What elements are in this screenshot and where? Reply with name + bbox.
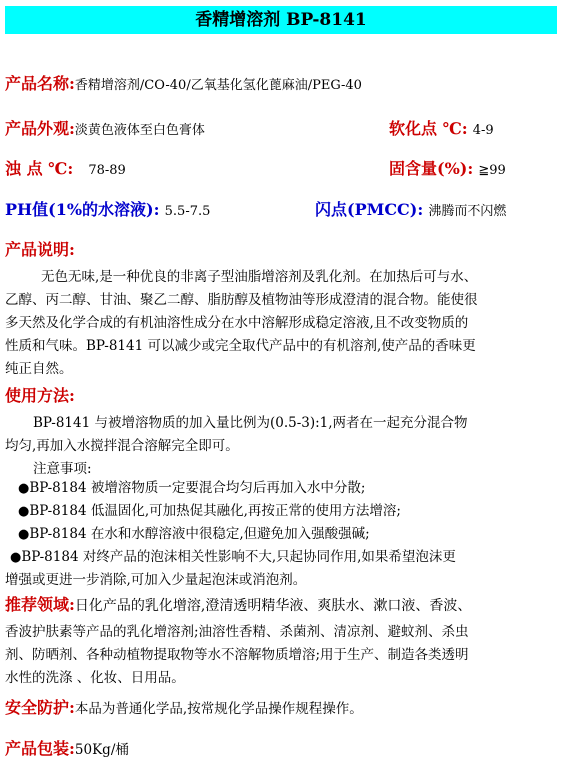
- description-line: 多天然及化学合成的有机油溶性成分在水中溶解形成稳定溶液,且不改变物质的: [5, 315, 469, 331]
- fields-label: 推荐领域:: [5, 595, 75, 614]
- flash-point-value: 沸腾而不闪燃: [428, 204, 507, 219]
- bullet-icon: ●: [18, 527, 30, 542]
- note-text: BP-8184 在水和水醇溶液中很稳定,但避免加入强酸强碱;: [29, 526, 370, 542]
- appearance-label: 产品外观:: [5, 119, 75, 138]
- softening-value: 4-9: [472, 123, 494, 138]
- softening-row: [389, 116, 494, 139]
- notes-label: 注意事项:: [33, 461, 92, 477]
- fields-line: 香波护肤素等产品的乳化增溶剂;油溶性香精、杀菌剂、清凉剂、避蚊剂、杀虫: [5, 624, 469, 640]
- description-line: 纯正自然。: [5, 361, 73, 377]
- note-text: BP-8184 低温固化,可加热促其融化,再按正常的使用方法增溶;: [29, 503, 401, 519]
- solid-content-row: [389, 156, 506, 179]
- note-item: [10, 546, 550, 569]
- solid-content-label: 固含量(%):: [389, 159, 474, 178]
- usage-line: 均匀,再加入水搅拌混合溶解完全即可。: [5, 438, 239, 454]
- fields-line: 水性的洗涤 、化妆、日用品。: [5, 670, 185, 686]
- packaging-value: 50Kg/桶: [74, 742, 129, 758]
- bullet-icon: ●: [18, 504, 30, 519]
- fields-body: [5, 621, 557, 690]
- cloud-point-row: [5, 156, 126, 179]
- description-line: 无色无味,是一种优良的非离子型油脂增溶剂及乳化剂。在加热后可与水、: [41, 269, 478, 285]
- description-line: 乙醇、丙二醇、甘油、聚乙二醇、脂肪醇及植物油等形成澄清的混合物。能使很: [5, 292, 478, 308]
- solid-content-value: ≧99: [478, 163, 506, 178]
- note-text: BP-8184 对终产品的泡沫相关性影响不大,只起协同作用,如果希望泡沫更: [21, 549, 456, 565]
- cloud-point-label: 浊 点 ℃:: [5, 159, 74, 178]
- fields-row: [5, 592, 471, 615]
- ph-value: 5.5-7.5: [164, 204, 211, 219]
- document-title: 香精增溶剂 BP-8141: [5, 6, 557, 34]
- ph-row: [5, 197, 210, 220]
- description-line: 性质和气味。BP-8141 可以减少或完全取代产品中的有机溶剂,使产品的香味更: [5, 338, 476, 354]
- flash-point-label: 闪点(PMCC):: [315, 200, 424, 219]
- softening-label: 软化点 ℃:: [389, 119, 468, 138]
- product-name-label: 产品名称:: [5, 74, 75, 93]
- note-item: [18, 523, 558, 546]
- safety-row: [5, 695, 363, 718]
- bullet-icon: ●: [10, 550, 22, 565]
- flash-point-row: [315, 197, 506, 220]
- note-item: [18, 477, 558, 500]
- product-name-row: [5, 71, 362, 94]
- fields-line: 剂、防晒剂、各种动植物提取物等水不溶解物质增溶;用于生产、制造各类透明: [5, 647, 469, 663]
- safety-label: 安全防护:: [5, 698, 75, 717]
- note-text: BP-8184 被增溶物质一定要混合均匀后再加入水中分散;: [29, 480, 366, 496]
- packaging-label: 产品包装:: [5, 739, 75, 758]
- note-item: [18, 500, 558, 523]
- fields-first-line: 日化产品的乳化增溶,澄清透明精华液、爽肤水、漱口液、香波、: [74, 598, 472, 614]
- cloud-point-value: 78-89: [88, 163, 126, 178]
- usage-heading: 使用方法:: [5, 386, 75, 405]
- appearance-value: 淡黄色液体至白色膏体: [74, 123, 205, 138]
- note-tail: 增强或更进一步消除,可加入少量起泡沫或消泡剂。: [5, 572, 307, 588]
- appearance-row: [5, 116, 205, 139]
- safety-value: 本品为普通化学品,按常规化学品操作规程操作。: [74, 701, 363, 717]
- usage-body: [5, 412, 557, 481]
- bullet-icon: ●: [18, 481, 30, 496]
- description-body: [5, 266, 557, 381]
- packaging-row: [5, 736, 129, 759]
- description-heading: 产品说明:: [5, 240, 75, 259]
- ph-label: PH值(1%的水溶液):: [5, 200, 160, 219]
- product-name-value: 香精增溶剂/CO-40/乙氧基化氢化蓖麻油/PEG-40: [74, 78, 362, 93]
- usage-line: BP-8141 与被增溶物质的加入量比例为(0.5-3):1,两者在一起充分混合物: [33, 415, 468, 431]
